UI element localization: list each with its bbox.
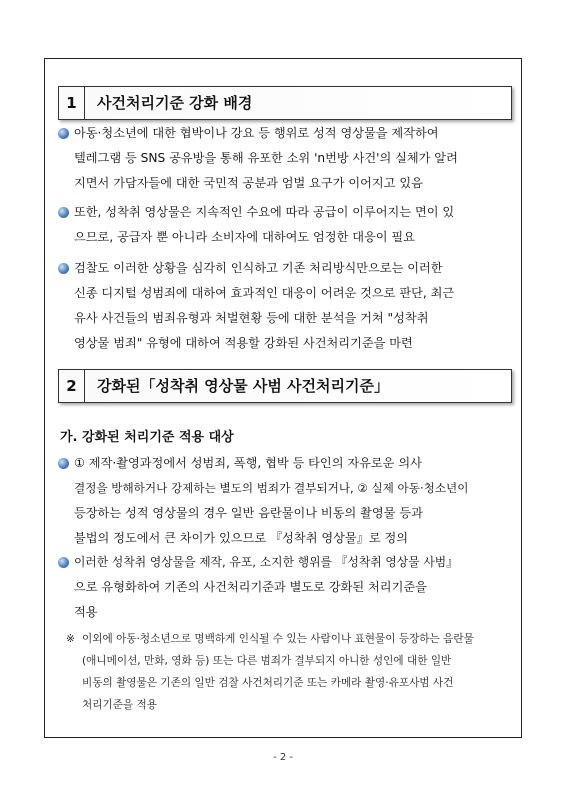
bullet-icon — [58, 207, 69, 218]
list-item — [58, 550, 498, 625]
section-title: 강화된「성착취 영상물 사범 사건처리기준」 — [97, 377, 389, 395]
text-line: 지면서 가담자들에 대한 국민적 공분과 엄벌 요구가 이어지고 있음 — [74, 176, 423, 190]
text-line: 결정을 방해하거나 강제하는 별도의 범죄가 결부되거나, ② 실제 아동·청소년이 — [74, 481, 469, 495]
bullet-icon — [58, 263, 69, 274]
note-line: (애니메이션, 만화, 영화 등) 또는 다른 범죄가 결부되지 아니한 성인에 대한 일반 — [82, 655, 452, 667]
text-line: 신종 디지털 성범죄에 대하여 효과적인 대응이 어려운 것으로 판단, 최근 — [74, 286, 455, 300]
text-line: 불법의 정도에서 큰 차이가 있으므로 『성착취 영상물』로 정의 — [74, 531, 409, 545]
note-line: 이외에 아동·청소년으로 명백하게 인식될 수 있는 사람이나 표현물이 등장하는 음란물 — [82, 633, 474, 645]
text-line: 이러한 성착취 영상물을 제작, 유포, 소지한 행위를 『성착취 영상물 사범』 — [74, 555, 458, 569]
list-item — [58, 200, 498, 250]
bullet-icon — [58, 458, 69, 469]
text-line: 텔레그램 등 SNS 공유방을 통해 유포한 소위 'n번방 사건'의 실체가 알려 — [74, 151, 458, 165]
section-header-1 — [58, 86, 512, 120]
text-line: ① 제작·촬영과정에서 성범죄, 폭행, 협박 등 타인의 자유로운 의사 — [74, 456, 422, 470]
list-item — [58, 121, 498, 196]
text-line: 으로 유형화하여 기존의 사건처리기준과 별도로 강화된 처리기준을 — [74, 580, 427, 594]
section-number: 2 — [59, 370, 85, 402]
section-title: 사건처리기준 강화 배경 — [97, 94, 253, 112]
text-line: 유사 사건들의 범죄유형과 처벌현황 등에 대한 분석을 거쳐 "성착취 — [74, 311, 429, 325]
note-line: 비동의 촬영물은 기존의 일반 검찰 사건처리기준 또는 카메라 촬영·유포사범 사건 — [82, 677, 454, 689]
note-mark: ※ — [66, 633, 75, 645]
section-number: 1 — [59, 87, 85, 119]
section-header-2 — [58, 369, 512, 403]
note-line: 처리기준을 적용 — [82, 699, 158, 711]
list-item — [58, 451, 498, 551]
bullet-icon — [58, 557, 69, 568]
text-line: 적용 — [74, 605, 98, 619]
text-line: 영상물 범죄" 유형에 대하여 적용할 강화된 사건처리기준을 마련 — [74, 336, 413, 350]
text-line: 아동·청소년에 대한 협박이나 강요 등 행위로 성적 영상물을 제작하여 — [74, 126, 439, 140]
text-line: 으므로, 공급자 뿐 아니라 소비자에 대하여도 엄정한 대응이 필요 — [74, 230, 415, 244]
bullet-icon — [58, 128, 69, 139]
footnote — [66, 628, 516, 716]
list-item — [58, 256, 498, 356]
text-line: 또한, 성착취 영상물은 지속적인 수요에 따라 공급이 이루어지는 면이 있 — [74, 205, 455, 219]
text-line: 등장하는 성적 영상물의 경우 일반 음란물이나 비동의 촬영물 등과 — [74, 506, 423, 520]
subheading: 가. 강화된 처리기준 적용 대상 — [60, 430, 234, 445]
page-number: - 2 - — [273, 752, 293, 763]
text-line: 검찰도 이러한 상황을 심각히 인식하고 기존 처리방식만으로는 이러한 — [74, 261, 443, 275]
